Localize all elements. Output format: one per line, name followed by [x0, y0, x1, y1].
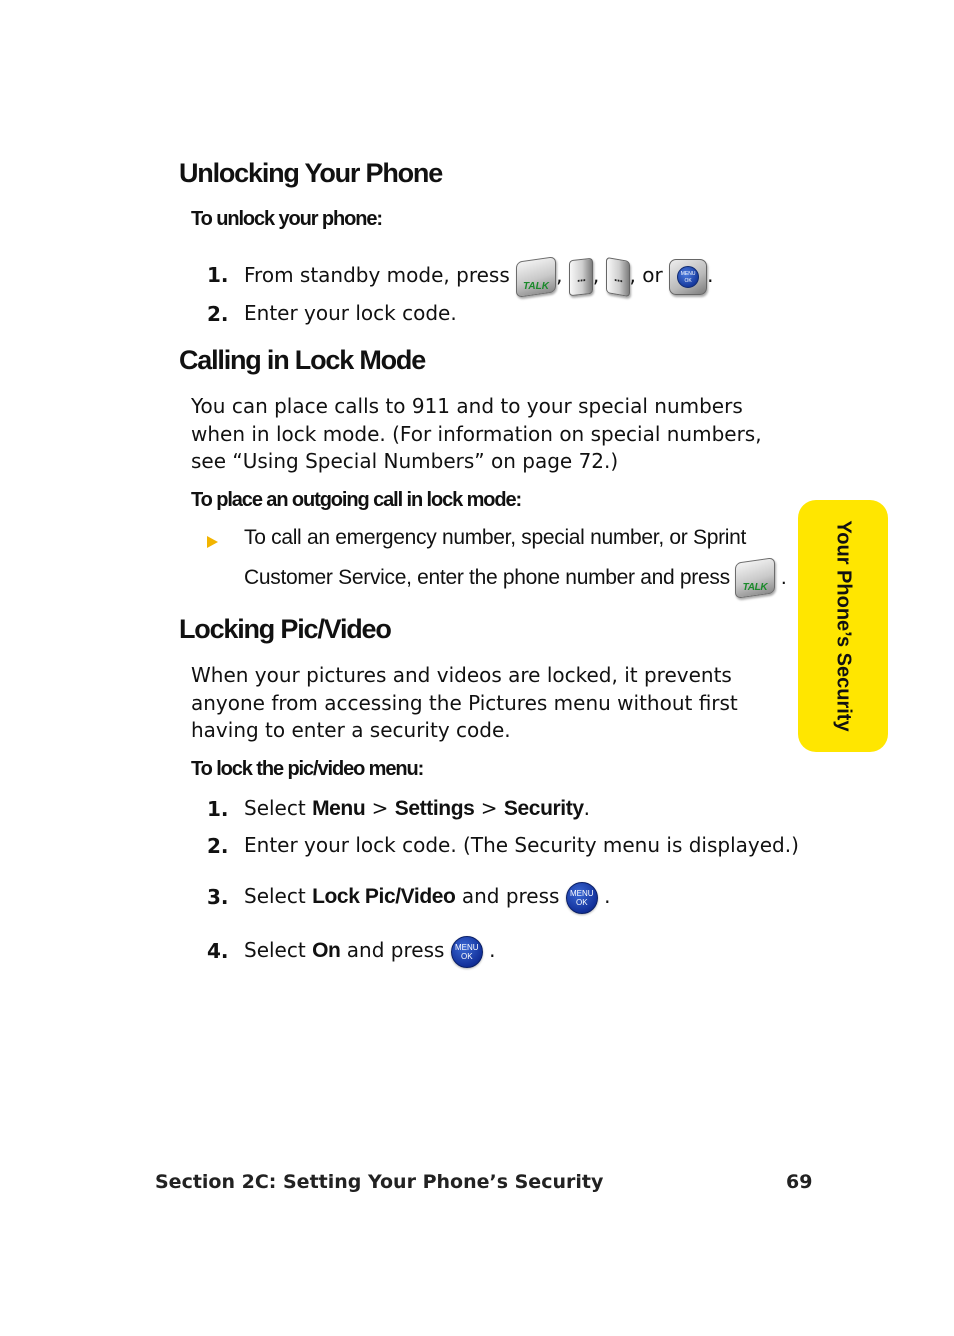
menu-ok-key-icon: MENU OK	[566, 882, 598, 914]
bullet-arrow-icon	[207, 536, 218, 548]
step-number: 2.	[207, 834, 229, 858]
section-title-locking-pic-video: Locking Pic/Video	[179, 614, 391, 644]
subhead-lock-pic-video: To lock the pic/video menu:	[191, 758, 424, 780]
menu-ok-key-icon: MENU OK	[669, 259, 707, 295]
page-number: 69	[786, 1171, 813, 1193]
step-number: 2.	[207, 302, 229, 326]
menu-path-security: Security	[503, 797, 584, 820]
subhead-outgoing-call: To place an outgoing call in lock mode:	[191, 489, 522, 511]
bullet-end: .	[780, 566, 787, 589]
step-number: 3.	[207, 885, 229, 909]
bullet-line-2	[244, 560, 786, 596]
option-lock-pic-video: Lock Pic/Video	[312, 885, 456, 908]
right-softkey-icon: ···	[606, 256, 630, 296]
side-tab-label: Your Phone’s Security	[832, 520, 855, 732]
step-lock-1: Select Menu > Settings > Security.	[244, 796, 590, 820]
step-unlock-2: Enter your lock code.	[244, 301, 457, 325]
step-lock-2: Enter your lock code. (The Security menu is displayed.)	[244, 833, 799, 857]
paragraph-calling-lock-mode: You can place calls to 911 and to your special numbers when in lock mode. (For information on special numbers, see “Using Special Numbers” on page 72.)	[191, 394, 762, 473]
side-section-tab	[798, 500, 888, 752]
step-lock-3: Select Lock Pic/Video and press MENU OK .	[244, 878, 611, 915]
footer-section-title: Section 2C: Setting Your Phone’s Security	[155, 1171, 604, 1193]
section-title-unlocking: Unlocking Your Phone	[179, 158, 443, 188]
talk-key-icon: TALK	[735, 558, 775, 600]
left-softkey-icon: ···	[569, 257, 593, 296]
option-on: On	[312, 939, 341, 962]
step-end: .	[707, 263, 714, 287]
separator: ,	[592, 263, 600, 287]
menu-path-menu: Menu	[312, 797, 366, 820]
menu-path-settings: Settings	[394, 797, 475, 820]
paragraph-locking-pic-video: When your pictures and videos are locked, it prevents anyone from accessing the Pictures menu without first having to enter a security code.	[191, 663, 738, 742]
bullet-line-1: To call an emergency number, special number, or Sprint	[244, 526, 747, 549]
menu-ok-key-icon: MENU OK	[451, 936, 483, 968]
section-title-calling-lock-mode: Calling in Lock Mode	[179, 345, 426, 375]
step-unlock-1	[244, 257, 713, 295]
step-text: From standby mode, press	[244, 263, 510, 287]
step-number: 1.	[207, 263, 229, 287]
talk-key-icon: TALK	[516, 256, 556, 298]
step-number: 1.	[207, 797, 229, 821]
step-lock-4: Select On and press MENU OK .	[244, 932, 495, 969]
bullet-text: Customer Service, enter the phone number and press	[244, 566, 730, 589]
separator: ,	[556, 263, 563, 287]
step-number: 4.	[207, 939, 229, 963]
separator: , or	[629, 263, 663, 287]
subhead-unlock: To unlock your phone:	[191, 208, 382, 230]
